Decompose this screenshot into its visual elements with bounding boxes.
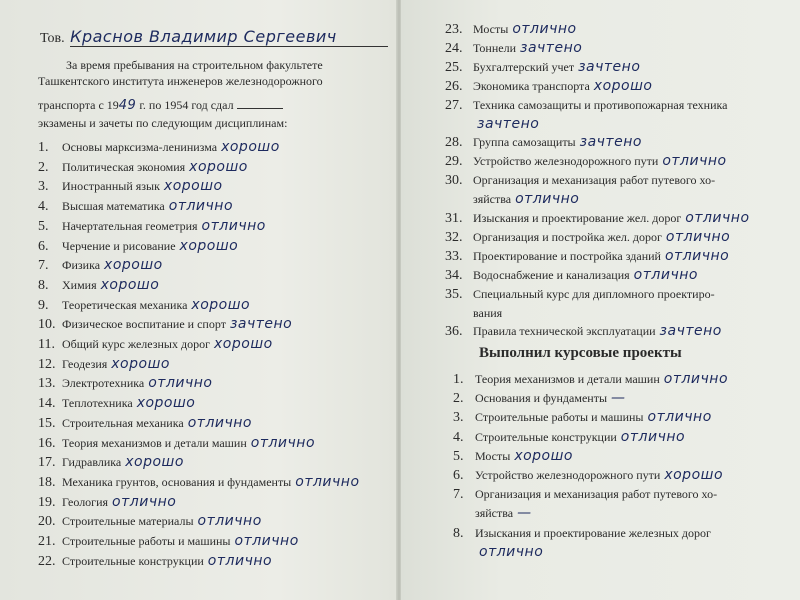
subject-row bbox=[445, 287, 790, 302]
subject-row bbox=[445, 22, 790, 37]
student-line bbox=[40, 27, 388, 47]
subject-row bbox=[38, 475, 388, 490]
subject-row bbox=[38, 455, 388, 470]
grade: отлично bbox=[148, 375, 213, 392]
item-number: 14. bbox=[38, 396, 56, 412]
grade: хорошо bbox=[514, 447, 573, 464]
item-number: 34. bbox=[445, 267, 463, 283]
subject-name: Политическая экономия bbox=[62, 159, 186, 174]
subject-name: Теория механизмов и детали машин bbox=[475, 372, 660, 386]
subject-name: Изыскания и проектирование железных дорог bbox=[475, 525, 711, 540]
item-number: 6. bbox=[453, 468, 464, 483]
year-start: 49 bbox=[118, 98, 137, 113]
student-name-field bbox=[70, 27, 388, 47]
project-row bbox=[453, 430, 790, 445]
left-page bbox=[0, 0, 397, 600]
item-number: 19. bbox=[38, 494, 56, 510]
grade: отлично bbox=[665, 228, 731, 245]
subject-name: Группа самозащиты bbox=[473, 135, 576, 150]
subject-name: Черчение и рисование bbox=[62, 238, 176, 253]
subject-name: Строительные работы и машины bbox=[62, 534, 231, 548]
subject-row bbox=[38, 436, 388, 451]
item-number: 12. bbox=[38, 356, 56, 372]
subject-row bbox=[445, 173, 790, 188]
item-number: 4. bbox=[453, 429, 464, 445]
subject-row bbox=[38, 258, 388, 273]
subject-row bbox=[445, 154, 790, 169]
item-number: 15. bbox=[38, 415, 56, 431]
subject-row bbox=[445, 249, 790, 264]
subject-row bbox=[445, 79, 790, 94]
grade: хорошо bbox=[593, 77, 653, 94]
subject-row bbox=[38, 160, 388, 175]
item-number: 18. bbox=[38, 474, 56, 490]
item-number: 5. bbox=[453, 448, 464, 464]
grade: отлично bbox=[250, 434, 316, 451]
subject-row bbox=[38, 416, 388, 431]
grade: зачтено bbox=[229, 316, 293, 333]
grade: хорошо bbox=[664, 467, 724, 483]
item-number: 3. bbox=[38, 179, 49, 195]
grade: хорошо bbox=[111, 355, 170, 372]
subject-row bbox=[445, 41, 790, 56]
subject-row bbox=[38, 534, 388, 549]
grade: хорошо bbox=[221, 139, 280, 155]
subject-name: Механика грунтов, основания и фундаменты bbox=[62, 474, 292, 489]
subject-row bbox=[445, 135, 790, 150]
grade: зачтено bbox=[520, 39, 583, 56]
project-row bbox=[453, 449, 790, 464]
grade: зачтено bbox=[579, 134, 642, 151]
subject-name: Мосты bbox=[473, 22, 509, 36]
subject-row bbox=[38, 239, 388, 254]
grade: отлично bbox=[112, 493, 177, 510]
item-number: 11. bbox=[38, 337, 55, 352]
grade: отлично bbox=[663, 371, 729, 387]
subject-row bbox=[38, 278, 388, 293]
grade: отлично bbox=[512, 21, 577, 37]
subject-name: Теория механизмов и детали машин bbox=[62, 435, 247, 450]
projects-title: Выполнил курсовые проекты bbox=[479, 345, 682, 361]
subject-row bbox=[38, 554, 388, 569]
subject-row bbox=[445, 268, 790, 283]
item-number: 27. bbox=[445, 97, 463, 113]
subject-name: вания bbox=[473, 305, 503, 320]
grade: отлично bbox=[662, 153, 727, 170]
item-number: 33. bbox=[445, 248, 463, 264]
grade: хорошо bbox=[214, 336, 273, 352]
subject-name: Устройство железнодорожного пути bbox=[475, 468, 661, 482]
item-number: 24. bbox=[445, 40, 463, 56]
item-number: 31. bbox=[445, 211, 463, 226]
project-row bbox=[453, 545, 790, 559]
grade: хорошо bbox=[179, 237, 239, 254]
intro-line-1: За время пребывания на строительном факультете bbox=[66, 58, 323, 72]
project-row bbox=[453, 410, 790, 425]
item-number: 7. bbox=[38, 258, 49, 274]
grade: хорошо bbox=[163, 178, 223, 195]
subject-name: Строительные материалы bbox=[62, 514, 194, 529]
tov-label: Тов. bbox=[40, 31, 65, 46]
subject-row bbox=[38, 298, 388, 313]
subject-row bbox=[38, 396, 388, 411]
grade: — bbox=[611, 390, 626, 407]
subject-row bbox=[38, 179, 388, 194]
subject-name: Теоретическая механика bbox=[62, 297, 188, 312]
item-number: 29. bbox=[445, 154, 463, 170]
item-number: 2. bbox=[453, 391, 464, 407]
subject-name: Техника самозащиты и противопожарная техника bbox=[473, 97, 728, 112]
item-number: 9. bbox=[38, 297, 49, 313]
subject-name: Высшая математика bbox=[62, 199, 165, 214]
grade: зачтено bbox=[578, 58, 641, 75]
item-number: 1. bbox=[453, 372, 464, 387]
subject-row bbox=[38, 337, 388, 352]
subject-name: Экономика транспорта bbox=[473, 78, 590, 93]
subject-name: Физика bbox=[62, 258, 101, 273]
grade: хорошо bbox=[100, 276, 160, 293]
item-number: 25. bbox=[445, 59, 463, 75]
subject-name: Электротехника bbox=[62, 376, 145, 391]
subject-name: Организация и механизация работ путевого хо- bbox=[473, 173, 716, 188]
subject-name: Теплотехника bbox=[62, 396, 133, 411]
project-row bbox=[453, 468, 790, 483]
item-number: 4. bbox=[38, 199, 49, 215]
grade: отлично bbox=[685, 210, 750, 226]
subject-name: Гидравлика bbox=[62, 455, 122, 470]
item-number: 23. bbox=[445, 22, 463, 37]
subject-row bbox=[38, 199, 388, 214]
subject-name: Проектирование и постройка зданий bbox=[473, 248, 661, 263]
grade: хорошо bbox=[104, 257, 163, 274]
subject-row bbox=[38, 376, 388, 391]
subject-name: Общий курс железных дорог bbox=[62, 337, 211, 351]
subject-row bbox=[445, 324, 790, 339]
grade: отлично bbox=[515, 191, 580, 208]
grade: отлично bbox=[620, 428, 686, 445]
grade: — bbox=[517, 505, 532, 522]
subject-name: Правила технической эксплуатации bbox=[473, 324, 656, 339]
intro-line-2: Ташкентского института инженеров железнодорожного bbox=[38, 74, 323, 88]
subject-name: Организация и механизация работ путевого хо- bbox=[475, 487, 718, 502]
project-row bbox=[453, 372, 790, 387]
subject-name: Строительные конструкции bbox=[62, 553, 204, 568]
item-number: 6. bbox=[38, 238, 49, 254]
project-row bbox=[453, 487, 790, 502]
subject-name: Иностранный язык bbox=[62, 179, 160, 194]
item-number: 17. bbox=[38, 455, 56, 471]
item-number: 16. bbox=[38, 435, 56, 451]
subject-name: Организация и постройка жел. дорог bbox=[473, 229, 662, 244]
project-row bbox=[453, 391, 790, 406]
grade: отлично bbox=[295, 473, 360, 490]
subject-name: Водоснабжение и канализация bbox=[473, 267, 630, 282]
item-number: 7. bbox=[453, 487, 464, 503]
subject-name: Начертательная геометрия bbox=[62, 218, 198, 233]
grade: отлично bbox=[664, 247, 730, 264]
item-number: 3. bbox=[453, 410, 464, 426]
grade: отлично bbox=[479, 543, 544, 560]
subject-row bbox=[38, 357, 388, 372]
item-number: 28. bbox=[445, 135, 463, 151]
item-number: 1. bbox=[38, 140, 49, 155]
subject-name: Геодезия bbox=[62, 356, 108, 371]
subject-name: Основания и фундаменты bbox=[475, 391, 608, 406]
item-number: 5. bbox=[38, 218, 49, 234]
grade: отлично bbox=[197, 513, 262, 530]
subject-name: Устройство железнодорожного пути bbox=[473, 154, 659, 169]
right-page bbox=[401, 0, 800, 600]
subject-name: Химия bbox=[62, 277, 97, 292]
subject-name: Строительная механика bbox=[62, 415, 184, 430]
subject-name: Изыскания и проектирование жел. дорог bbox=[473, 211, 682, 225]
subject-name: Геология bbox=[62, 494, 109, 509]
item-number: 35. bbox=[445, 286, 463, 302]
subject-row bbox=[38, 317, 388, 332]
subject-name: Тоннели bbox=[473, 40, 517, 55]
item-number: 30. bbox=[445, 173, 463, 189]
subject-name: Строительные конструкции bbox=[475, 429, 617, 444]
item-number: 32. bbox=[445, 229, 463, 245]
intro-line-3: транспорта с 1949 г. по 1954 год сдал bbox=[38, 96, 283, 113]
grade: отлично bbox=[234, 533, 299, 549]
subject-row bbox=[445, 60, 790, 75]
item-number: 13. bbox=[38, 376, 56, 392]
subject-row bbox=[445, 192, 790, 206]
grade: отлично bbox=[168, 198, 234, 215]
grade: отлично bbox=[647, 409, 712, 426]
item-number: 20. bbox=[38, 514, 56, 530]
item-number: 2. bbox=[38, 159, 49, 175]
grade: зачтено bbox=[477, 115, 540, 132]
item-number: 8. bbox=[38, 277, 49, 293]
subject-name: Бухгалтерский учет bbox=[473, 59, 575, 74]
subject-name: Мосты bbox=[475, 448, 511, 463]
subject-row bbox=[445, 117, 790, 131]
project-row bbox=[453, 526, 790, 541]
subject-row bbox=[38, 140, 388, 155]
item-number: 21. bbox=[38, 534, 56, 549]
item-number: 10. bbox=[38, 317, 56, 333]
grade: зачтено bbox=[659, 323, 722, 340]
subject-name: Специальный курс для дипломного проектиро- bbox=[473, 286, 715, 301]
grade: хорошо bbox=[191, 296, 251, 313]
intro-line-4: экзамены и зачеты по следующим дисциплинам: bbox=[38, 116, 288, 130]
grade: отлично bbox=[201, 217, 266, 234]
subject-row bbox=[445, 98, 790, 113]
grade: отлично bbox=[207, 552, 273, 569]
subject-row bbox=[38, 219, 388, 234]
subject-name: Строительные работы и машины bbox=[475, 410, 644, 425]
subject-row bbox=[445, 211, 790, 226]
item-number: 22. bbox=[38, 553, 56, 569]
item-number: 26. bbox=[445, 78, 463, 94]
item-number: 36. bbox=[445, 324, 463, 340]
subject-row bbox=[445, 230, 790, 245]
grade: хорошо bbox=[189, 158, 248, 175]
subject-name: зяйства bbox=[473, 192, 512, 207]
subject-row bbox=[445, 306, 790, 320]
subject-name: Физическое воспитание и спорт bbox=[62, 317, 226, 332]
subject-name: зяйства bbox=[475, 506, 514, 521]
student-name: Краснов Владимир Сергеевич bbox=[70, 27, 337, 46]
item-number: 8. bbox=[453, 525, 464, 541]
grade: хорошо bbox=[125, 454, 184, 471]
grade: отлично bbox=[187, 414, 252, 431]
grade: отлично bbox=[633, 266, 698, 283]
subject-row bbox=[38, 514, 388, 529]
subject-row bbox=[38, 495, 388, 510]
subject-name: Основы марксизма-ленинизма bbox=[62, 140, 218, 154]
grade: хорошо bbox=[136, 395, 196, 412]
project-row bbox=[453, 506, 790, 520]
